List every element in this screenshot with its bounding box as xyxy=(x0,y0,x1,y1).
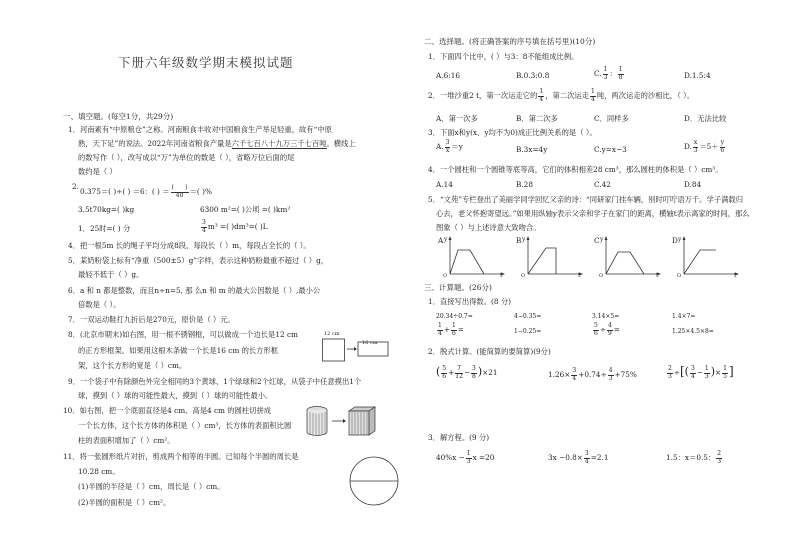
q6-line2: 倍数是（ ）。 xyxy=(78,300,121,309)
graph-a-origin: O xyxy=(443,273,448,279)
q8-line2: 的正方形框架。如果用这根木条做一个长是16 cm 的长方形框 xyxy=(78,346,279,355)
q3-part-a: 3.5t70kg=( )kg xyxy=(78,205,135,214)
calc2-a-frac3 xyxy=(471,366,477,380)
q11-line4: (2)半圆的面积是（ ）cm²。 xyxy=(78,498,171,507)
q11-figure xyxy=(349,456,401,508)
choice3-a-label: A. xyxy=(436,142,444,151)
equation-b-part-a: 3x −0.8× xyxy=(548,453,583,462)
calc2-c-frac4-den: 5 xyxy=(723,372,727,380)
graph-c[interactable] xyxy=(604,236,664,276)
graph-c-origin: O xyxy=(599,273,604,279)
choice4-option-a[interactable]: A.14 xyxy=(436,180,453,189)
calc2-expr-b xyxy=(548,368,637,382)
graph-a-t-label: t xyxy=(500,272,503,279)
choice5-line2: 心去，老父怀抱寄望远。”如果用纵轴y表示父亲和学子在家门的距离，横轴t表示离家的时间，那么 xyxy=(436,209,750,218)
graph-a-curve xyxy=(450,250,484,274)
calc2-a-rparen: ) xyxy=(477,365,483,378)
choice1-option-c-label: C. xyxy=(594,69,602,78)
graph-c-curve xyxy=(606,252,644,274)
calc2-a-frac2-num: 7 xyxy=(457,365,461,372)
equation-a-frac xyxy=(466,451,472,465)
q1-line4: 数约是（ ） xyxy=(78,167,117,176)
q8-line3: 架，这个长方形的宽是（ ）cm。 xyxy=(78,361,187,370)
calc1-r2a-frac1-num: 1 xyxy=(438,322,442,329)
q1-line2 xyxy=(78,139,356,149)
calc2-a-tail: ×21 xyxy=(482,368,498,377)
calc1-r2c-frac2-den: 9 xyxy=(607,329,612,337)
choice3-option-d[interactable] xyxy=(684,140,726,154)
graph-a-y-arrow xyxy=(449,236,452,240)
choice2-option-a[interactable]: A．第一次多 xyxy=(436,114,478,123)
calc1-r2c-frac1 xyxy=(593,323,599,337)
calc1-row1-d: 1.4×7= xyxy=(672,313,696,320)
choice3-option-c[interactable]: C.y=x−3 xyxy=(594,145,627,154)
calc1-row1-a: 20.34÷0.7= xyxy=(436,313,473,320)
q3b-part-b xyxy=(200,220,268,234)
choice4: 4．一个圆柱和一个圆锥等底等高，它们的体积相差28 cm³，那么圆柱的体积是（ ）cm³。 xyxy=(428,165,723,174)
q9-line1: 9．一个袋子中有除颜色外完全相同的3个黄球、1个绿球和2个红球，从袋子中任意摸出1个 xyxy=(68,377,362,386)
choice3-a-frac xyxy=(445,140,451,154)
q8-square-label: 12 cm xyxy=(324,331,340,337)
q1-line2-tail: 。横线上 xyxy=(326,139,356,148)
choice3-d-mid: ＝5＋ xyxy=(699,142,719,151)
calc1-row2-d: 1.25×4.5×8= xyxy=(672,328,714,335)
q3b-fraction xyxy=(201,220,207,234)
choice3-d-frac1-den: 3 xyxy=(693,146,698,154)
calc2-c-frac3 xyxy=(704,366,710,380)
calc2-b-part-c: +75% xyxy=(614,370,637,379)
calc1-row2-b: 1−0.25= xyxy=(514,328,542,335)
calc2-b-frac1-den: 4 xyxy=(572,374,577,382)
choice2-option-b[interactable]: B．第二次多 xyxy=(516,114,558,123)
choice1-frac2 xyxy=(618,67,624,81)
choice1-colon: ： xyxy=(609,69,617,78)
calc1-row2-c xyxy=(592,323,620,337)
q10-figure xyxy=(305,405,380,437)
q3b-fraction-den: 4 xyxy=(202,226,206,234)
graph-a-label[interactable]: A xyxy=(438,236,444,245)
choice4-option-d[interactable]: D.84 xyxy=(684,180,702,189)
calc1-r2c-frac2 xyxy=(607,323,613,337)
q5-line1: 5．某奶粉袋上标有“净重（500±5）g”字样，表示这种奶粉最重不超过（ ）g， xyxy=(68,256,329,265)
calc2-a-op1: + xyxy=(448,368,455,377)
graph-d-y-label: y xyxy=(678,236,682,243)
choice2-frac2 xyxy=(590,89,596,103)
equation-c-frac-den: 3 xyxy=(717,457,722,465)
equation-a-part-b: x =20 xyxy=(472,453,495,462)
graph-a[interactable] xyxy=(448,236,508,276)
q8-square xyxy=(323,339,345,361)
q1-line3: 的数写作（ ），改写成以“万”为单位的数是（ ），省略万位后面的尾 xyxy=(78,153,295,162)
calc2-c-frac2-num: 3 xyxy=(690,365,695,372)
choice3-d-label: D. xyxy=(684,142,692,151)
calc2-b-frac1 xyxy=(571,368,577,382)
choice3-a-rest: ＝y xyxy=(451,142,463,151)
choice4-option-c[interactable]: C.42 xyxy=(594,180,611,189)
graph-b-t-label: t xyxy=(578,272,581,279)
calc1-r2a-frac2 xyxy=(451,323,457,337)
calc1-r2c-op: ÷ xyxy=(599,325,606,334)
equation-c-part-a: 1.5：x＝0.5： xyxy=(666,453,716,462)
graph-b-curve xyxy=(528,248,556,274)
choice2 xyxy=(428,89,694,103)
calc2-a-frac2 xyxy=(455,366,463,380)
choice1-option-b[interactable]: B.0.3:0.8 xyxy=(516,71,550,80)
choice2-text-a: 2．一堆沙重2 t，第一次运走它的 xyxy=(428,91,538,100)
calc2-c-frac4 xyxy=(722,366,728,380)
choice1-frac1-den: 3 xyxy=(603,73,608,81)
q10-cuboid-side xyxy=(369,407,375,435)
calc2-c-lbracket: [ xyxy=(679,364,685,378)
graph-b-origin: O xyxy=(521,273,526,279)
q3-part-b: 6300 m²=( )公顷 =( )km² xyxy=(200,205,291,214)
calc1-r2c-eq: = xyxy=(613,325,620,334)
q8-line1: 8．(北京市期末)如右图，用一根不锈钢框，可以做成一个边长是12 cm xyxy=(68,330,298,339)
calc2-a-frac2-den: 12 xyxy=(455,372,463,380)
q4: 4．把一根5m 长的绳子平均分成8段，每段长（ ）m，每段占全长的（ ）。 xyxy=(68,241,311,250)
graph-d-label[interactable]: D xyxy=(672,236,678,245)
equation-c-frac xyxy=(716,451,722,465)
q2-label: 2. xyxy=(72,182,79,191)
choice2-option-d[interactable]: D．无法比较 xyxy=(684,114,727,123)
choice5-line1: 5．“文苑”专栏登出了美丽学同学回忆父亲的诗：“同研家门挂车辆，别时叮咛语万千。学子满载归 xyxy=(428,195,744,204)
calc2-a-lparen: ( xyxy=(436,365,441,378)
calc2-c-rbracket: ] xyxy=(728,364,734,378)
choice3-a-frac-num: 3 xyxy=(445,139,450,146)
q1-underlined-number: 六千七百八十九万三千七百吨 xyxy=(231,139,327,148)
q10-line1: 10．如右图，把一个底面直径是4 cm、高是4 cm 的圆柱切拼成 xyxy=(63,406,272,415)
equation-b-frac-num: 3 xyxy=(584,450,589,457)
calc1-r2c-frac2-num: 4 xyxy=(607,322,612,329)
q8-arrowhead xyxy=(354,347,357,351)
choice2-text-b: ，第二次运走 xyxy=(545,91,590,100)
equation-a-frac-num: 1 xyxy=(466,450,471,457)
calc3-heading: 3．解方程。(9 分) xyxy=(428,433,490,442)
calc2-b-frac2-num: 4 xyxy=(608,367,613,374)
choice3-d-frac2-den: 6 xyxy=(720,146,725,154)
q10-line3: 柱的表面积增加了（ ）cm²。 xyxy=(78,436,175,445)
q8-rect-label: 16 cm xyxy=(362,340,378,346)
calc1-heading: 1．直接写出得数。(8 分) xyxy=(428,297,511,306)
choice1-option-d[interactable]: D.1.5:4 xyxy=(684,71,711,80)
choice3-option-b[interactable]: B.3x=4y xyxy=(516,145,548,154)
choice1-option-a[interactable]: A.6:16 xyxy=(436,71,460,80)
calc2-heading: 2．脱式计算。(能简算的要简算)(9分) xyxy=(428,347,551,356)
q2-fraction: $\frac{( )}{40}$ xyxy=(171,184,188,199)
calc2-c-frac4-num: 1 xyxy=(723,365,727,372)
calc2-expr-c xyxy=(666,366,734,380)
q3b-fraction-num: 3 xyxy=(202,219,206,226)
section-calculation: 三、计算题。(26分) xyxy=(424,283,492,292)
graph-a-y-label: y xyxy=(444,236,448,243)
calc2-expr-a xyxy=(436,366,498,380)
equation-b-part-b: =2.1 xyxy=(590,453,609,462)
calc1-r2a-eq: = xyxy=(457,325,464,334)
calc2-c-frac1 xyxy=(667,366,673,380)
q9-line2: 球，摸到（ ）球的可能性最大，摸到（ ）球的可能性最小。 xyxy=(78,391,273,400)
choice1-frac1 xyxy=(603,67,609,81)
calc1-r2c-frac1-den: 6 xyxy=(594,329,598,337)
equation-b-frac-den: 4 xyxy=(584,457,589,465)
graph-c-t-label: t xyxy=(656,272,659,279)
q2-equation xyxy=(80,185,212,199)
q11-line3: (1)半圆的半径是（ ）cm，周长是（ ）cm。 xyxy=(78,482,225,491)
graph-d-y-arrow xyxy=(683,236,686,240)
choice1-frac2-den: 8 xyxy=(618,73,623,81)
calc2-c-op2: − xyxy=(696,368,703,377)
choice3-d-frac2 xyxy=(720,140,725,154)
calc1-r2a-frac1-den: 4 xyxy=(438,329,442,337)
calc2-c-frac3-num: 1 xyxy=(704,365,709,372)
graph-d[interactable] xyxy=(682,236,742,276)
equation-b xyxy=(548,451,608,465)
calc2-b-frac2-den: 3 xyxy=(608,374,613,382)
graph-b-y-label: y xyxy=(522,236,526,243)
calc2-a-frac1-num: 5 xyxy=(442,365,447,372)
calc2-c-lparen: ( xyxy=(684,365,689,378)
q2-part-b: ＝( )% xyxy=(189,187,212,196)
choice2-text-c: 吨，两次运走的沙相比，（ ）。 xyxy=(596,91,695,100)
calc1-r2a-op: + xyxy=(443,325,450,334)
q10-arrowhead xyxy=(343,419,346,423)
calc2-a-frac3-num: 3 xyxy=(472,365,476,372)
equation-c xyxy=(666,451,723,465)
choice3: 3．下面x和y(x、y均不为0)成正比例关系的是（ ）。 xyxy=(428,128,597,137)
q11-line1: 11．将一张圆形纸片对折，剪成两个相等的半圆。已知每个半圆的周长是 xyxy=(63,452,299,461)
calc2-c-op3: × xyxy=(715,368,722,377)
choice3-a-frac-den: x xyxy=(445,146,450,154)
calc1-r2a-frac2-num: 1 xyxy=(451,322,456,329)
graph-b-y-arrow xyxy=(527,236,530,240)
calc2-c-op1: ÷ xyxy=(673,368,680,377)
choice3-option-a[interactable] xyxy=(436,140,463,154)
calc1-r2c-frac1-num: 5 xyxy=(594,322,598,329)
choice3-d-frac1 xyxy=(693,140,698,154)
calc2-a-op2: − xyxy=(463,368,471,377)
choice5-line3: 图象（ ）与上述诗意大致吻合。 xyxy=(436,223,541,232)
choice2-option-c[interactable]: C．同样多 xyxy=(594,114,629,123)
calc1-r2a-frac1 xyxy=(437,323,443,337)
q7: 7．一双运动鞋打九折后是270元，原价是（ ）元。 xyxy=(68,315,235,324)
calc1-row1-b: 4−0.35= xyxy=(514,313,542,320)
graph-c-y-label: y xyxy=(600,236,604,243)
choice2-frac1-den: 4 xyxy=(539,95,544,103)
choice3-d-frac1-num: x xyxy=(693,139,698,146)
q6-line1: 6．a 和 n 都是整数，而且n÷n=5, 那 么n 和 m 的最大公因数是（ ）,最小公 xyxy=(68,286,321,295)
graph-b-label[interactable]: B xyxy=(516,236,522,245)
calc2-b-part-b: +0.74÷ xyxy=(578,370,607,379)
q1-line2-text: 熟，天下足”的说法。2022年河南省粮食产量是 xyxy=(78,139,232,148)
calc2-a-frac3-den: 8 xyxy=(472,372,476,380)
section-fill-in: 一、填空题。(每空1分，共29分) xyxy=(63,112,174,121)
calc1-row1-c: 3.14×5= xyxy=(592,313,620,320)
calc2-c-frac2-den: 4 xyxy=(690,372,695,380)
equation-a-frac-den: 3 xyxy=(466,457,471,465)
calc1-r2a-frac2-den: 6 xyxy=(451,329,456,337)
graph-b[interactable] xyxy=(526,236,586,276)
graph-c-y-arrow xyxy=(605,236,608,240)
graph-d-origin: O xyxy=(677,273,682,279)
q1-line1: 1．河南素有“中原粮仓”之称。河南粮食丰收对中国粮食生产举足轻重，故有“中原 xyxy=(68,125,332,134)
equation-b-frac xyxy=(584,451,590,465)
q5-line2: 最轻不低于（ ）g。 xyxy=(78,270,144,279)
choice1-option-c[interactable] xyxy=(594,67,625,81)
q3b-part-a: 1．25时=( ) 分 xyxy=(78,224,131,233)
choice1-frac1-num: 1 xyxy=(603,66,608,73)
q11-line2: 10.28 cm。 xyxy=(78,467,120,476)
page-title: 下册六年级数学期末模拟试题 xyxy=(118,55,294,70)
q10-line2: 一个长方体，这个长方体的体积是（ ）cm³，长方体的表面积比圆 xyxy=(78,421,292,430)
choice2-frac2-num: 1 xyxy=(591,88,595,95)
graph-c-label[interactable]: C xyxy=(594,236,600,245)
choice2-frac1 xyxy=(538,89,544,103)
q2-fraction-den: 40 xyxy=(175,191,184,199)
equation-c-frac-num: 2 xyxy=(717,450,722,457)
calc2-c-frac3-den: 3 xyxy=(704,372,709,380)
q2-part-a: 0.375＝( )÷( ) ＝6：( ) ＝ xyxy=(80,187,170,196)
section-choice: 二、选择题。(将正确答案的序号填在括号里)(10分) xyxy=(424,37,596,46)
equation-a-part-a: 40%x − xyxy=(436,453,465,462)
calc2-c-frac1-num: 2 xyxy=(668,365,672,372)
choice3-d-frac2-num: y xyxy=(720,139,724,146)
q3b-rest: m³ =( )dm³=( )L xyxy=(207,222,268,231)
calc1-row2-a xyxy=(436,323,464,337)
choice4-option-b[interactable]: B.28 xyxy=(516,180,533,189)
graph-d-curve xyxy=(684,250,716,274)
calc2-b-frac1-num: 3 xyxy=(572,367,577,374)
choice2-frac2-den: 4 xyxy=(591,95,595,103)
calc2-c-rparen: ) xyxy=(710,365,716,378)
calc2-c-frac1-den: 3 xyxy=(668,372,672,380)
calc2-a-frac1-den: 6 xyxy=(442,372,447,380)
choice2-frac1-num: 1 xyxy=(539,88,544,95)
calc2-a-frac1 xyxy=(441,366,447,380)
calc2-c-frac2 xyxy=(690,366,696,380)
equation-a xyxy=(436,451,494,465)
calc2-b-frac2 xyxy=(608,368,614,382)
calc2-b-part-a: 1.26× xyxy=(548,370,571,379)
graph-d-t-label: t xyxy=(734,272,737,279)
choice1-frac2-num: 1 xyxy=(618,66,623,73)
choice1: 1．下面四个比中，( ）与3：8不能组成比例。 xyxy=(428,52,579,61)
